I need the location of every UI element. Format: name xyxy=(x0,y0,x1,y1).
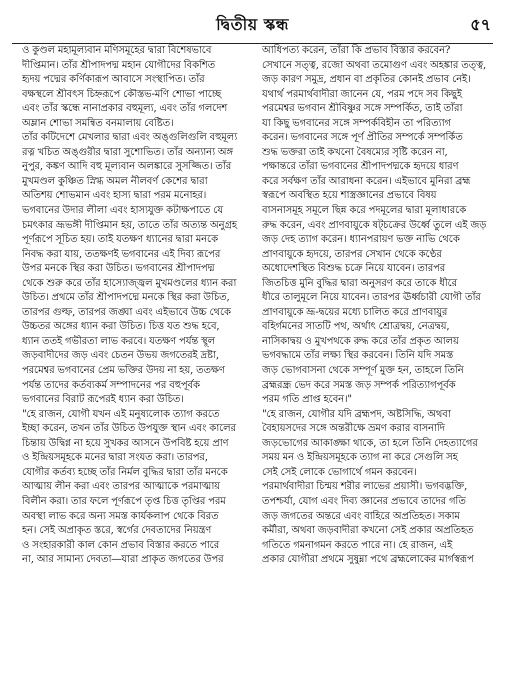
text-line: জিতচিত্ত মুনি বুদ্ধির দ্বারা অনুসরণ করে তাকে ধীরে xyxy=(262,277,458,289)
text-line: পূর্ণরূপে সূচিত হয়। তাই যতক্ষণ ধ্যানের দ্বারা মনকে xyxy=(22,234,218,246)
text-line: উচ্চতর অঙ্গের ধ্যান করা উচিত। চিত্ত যত শুদ্ধ হবে, xyxy=(22,321,220,333)
text-line: জড় ভোগবাসনা থেকে সম্পূর্ণ মুক্ত হন, তাহলে তিনি xyxy=(262,365,464,377)
text-line: এবং তাঁর স্কন্ধে নানাপ্রকার বহুমূল্য, এবং তাঁর গলদেশ xyxy=(22,103,228,115)
text-line: বাসনাসমূহ সমূলে ছিন্ন করে পদমূলের দ্বারা মূলাধারকে xyxy=(262,205,467,217)
text-line: জড় দেহ ত্যাগ করেন। ধ্যানপরায়ণ ভক্ত নাভি থেকে xyxy=(262,234,460,246)
text-line: বৈহায়সদের সঙ্গে অন্তরীক্ষে ভ্রমণ করার বাসনাদি xyxy=(262,423,445,435)
text-line: ধ্যান ততই গভীরতা লাভ করবে। যতক্ষণ পর্যন্ত স্থূল xyxy=(22,335,215,347)
text-line: থেকে শুরু করে তাঁর হাস্যোজ্জ্বল মুখমণ্ডলের ধ্যান করা xyxy=(22,277,237,289)
text-line: উচিত। প্রথমে তাঁর শ্রীপাদপদ্মে মনকে স্থির করা উচিত, xyxy=(22,292,230,304)
text-line: বক্ষস্থলে শ্রীবৎস চিহ্নরূপে কৌস্তভ-মণি শোভা পাচ্ছে xyxy=(22,88,222,100)
text-line: মুখমণ্ডল কুঞ্চিত স্নিগ্ধ অমল নীলবর্ণ কেশের দ্বারা xyxy=(22,175,208,187)
text-line: অধোদেশস্থিত বিশুদ্ধ চক্রে নিয়ে যাবেন। তারপর xyxy=(262,263,446,275)
text-line: তপশ্চর্যা, যোগ এবং দিব্য জ্ঞানের প্রভাবে তাদের গতি xyxy=(262,495,466,507)
text-line: নিবদ্ধ করা যায়, ততক্ষণই ভগবানের এই দিব্য রূপের xyxy=(22,248,221,260)
text-line: পরমেশ্বর ভগবান শ্রীবিষ্ণুর সঙ্গে সম্পর্কিত, তাই তাঁরা xyxy=(262,103,463,115)
text-line: জড়বাদীদের জড় এবং চেতন উভয় জগতেরই দ্রষ্টা, xyxy=(22,350,219,362)
text-line: চিন্তায় উদ্বিগ্ন না হয়ে সুখকর আসনে উপবিষ্ট হয়ে প্রাণ xyxy=(22,437,229,449)
text-line: প্রকার যোগীরা প্রথমে সুষুম্না পথে ব্রহ্মলোকের মার্গস্বরূপ xyxy=(262,554,474,566)
text-line: হৃদয় পদ্মের কর্ণিকারূপ আবাসে সংস্থাপিত। তাঁর xyxy=(22,74,205,86)
text-line: আধিপত্য করেন, তাঁরা কি প্রভাব বিস্তার করবেন? xyxy=(262,45,451,56)
text-line: "হে রাজন, যোগী যখন এই মনুষ্যলোক ত্যাগ করতে xyxy=(22,408,220,420)
right-text-column xyxy=(262,44,490,684)
text-line: ও কুণ্ডল মহামূল্যবান মণিসমূহের দ্বারা বিশেষভাবে xyxy=(22,45,212,56)
text-line: হন। সেই অপ্রাকৃত স্তরে, স্বর্গের দেবতাদের নিয়ন্ত্রণ xyxy=(22,525,212,537)
text-line: পরমেশ্বর ভগবানের প্রেম ভক্তির উদয় না হয়, ততক্ষণ xyxy=(22,365,225,377)
page-header xyxy=(0,10,505,36)
text-line: গতিতে গমনাগমন করতে পারে না। হে রাজন, এই xyxy=(262,539,453,551)
text-line: চমৎকার ভ্রূভঙ্গী দীপ্তিমান হয়, তাতে তাঁর অত্যন্ত অনুগ্রহ xyxy=(22,219,237,231)
text-line: অবস্থা লাভ করে অন্য সমস্ত কার্যকলাপ থেকে বিরত xyxy=(22,510,219,522)
text-line: সেখানে সত্ত্ব, রজো অথবা তমোগুণ এবং অহঙ্কার তত্ত্ব, xyxy=(262,59,486,71)
text-line: যোগীর কর্তব্য হচ্ছে তাঁর নির্মল বুদ্ধির দ্বারা তাঁর মনকে xyxy=(22,466,228,478)
text-line: করেন। ভগবানের সঙ্গে পূর্ণ প্রীতির সম্পর্কে সম্পর্কিত xyxy=(262,132,463,144)
text-line: সময় মন ও ইন্দ্রিয়সমূহকে ত্যাগ না করে সেগুলি সহ xyxy=(262,452,458,464)
text-line: "হে রাজন, যোগীর যদি ব্রহ্মপদ, অষ্টসিদ্ধি, অথবা xyxy=(262,408,451,420)
text-line: ও ইন্দ্রিয়সমূহকে মনের দ্বারা সংযত করা। তারপর, xyxy=(22,452,208,464)
text-line: শুদ্ধ ভক্তরা তাই কখনো বৈষম্যের সৃষ্টি করেন না, xyxy=(262,146,448,158)
text-line: ভগবানের বিরাট রূপেরই ধ্যান করা উচিত। xyxy=(22,394,184,406)
text-line: না, আর সামান্য দেবতা—যারা প্রাকৃত জগতের উপর xyxy=(22,554,224,566)
text-line: তারপর গুল্ফ, তারপর জঙ্ঘা এবং এইভাবে উচ্চ থেকে xyxy=(22,306,231,318)
text-line: ইচ্ছা করেন, তখন তাঁর উচিত উপযুক্ত স্থান এবং কালের xyxy=(22,423,236,435)
text-line: জড়ভোগের আকাঙ্ক্ষা থাকে, তা হলে তিনি দেহত্যাগের xyxy=(262,437,478,449)
text-line: দীপ্তিমান। তাঁর শ্রীপাদপদ্ম মহান যোগীদের বিকশিত xyxy=(22,59,216,71)
text-line: পরমার্থবাদীরা চিন্ময় শরীর লাভের প্রয়াসী। ভগবদ্ভক্তি, xyxy=(262,481,468,493)
text-line: সেই সেই লোকে ভোগার্থে গমন করবেন। xyxy=(262,466,417,478)
text-line: যা কিছু ভগবানের সঙ্গে সম্পর্কবিহীন তা পরিত্যাগ xyxy=(262,117,451,129)
text-line: ভগবানের উদার লীলা এবং হাস্যযুক্ত কটাক্ষপাতে যে xyxy=(22,205,224,217)
text-line: কর্মীরা, অথবা জড়বাদীরা কখনো সেই প্রকার অপ্রতিহত xyxy=(262,525,474,537)
left-text-column xyxy=(22,44,250,684)
text-line: স্বরূপে অবস্থিত হয়ে শাস্ত্রজ্ঞানের প্রভাবে বিষয় xyxy=(262,190,437,202)
text-line: রত্ন খচিত অঙ্গুরীর দ্বারা সুশোভিত। তাঁর অন্যান্য অঙ্গ xyxy=(22,146,233,158)
text-line: নুপুর, কঙ্কণ আদি বহু মূল্যবান অলঙ্কারে সুসজ্জিত। তাঁর xyxy=(22,161,232,173)
text-line: বহির্গমনের সাতটি পথ, অর্থাৎ শ্রোত্রদ্বয়, নেত্রদ্বয়, xyxy=(262,321,450,333)
text-line: জড় কারণ সমুদ্র, প্রধান বা প্রকৃতির কোনই প্রভাব নেই। xyxy=(262,74,471,86)
text-line: অম্লান শোভা সমন্বিত বনমালায় বেষ্টিত। xyxy=(22,117,174,129)
text-line: ব্রহ্মরন্ধ্র ভেদ করে সমস্ত জড় সম্পর্ক পরিত্যাগপূর্বক xyxy=(262,379,456,391)
text-line: ধীরে তালুমূলে নিয়ে যাবেন। তারপর ঊর্ধ্বচারী যোগী তাঁর xyxy=(262,292,481,304)
text-line: পর্যন্ত তাদের কর্তব্যকর্ম সম্পাদনের পর বহুপূর্বক xyxy=(22,379,200,391)
text-line: ভগবদ্ধামে তাঁর লক্ষ্য স্থির করবেন। তিনি যদি সমস্ত xyxy=(262,350,454,362)
text-line: উপর মনকে স্থির করা উচিত। ভগবানের শ্রীপাদপদ্ম xyxy=(22,263,215,275)
text-line: নাসিকাদ্বয় ও মুখপথকে রুদ্ধ করে তাঁর প্রকৃত আলয় xyxy=(262,335,459,347)
text-line: পক্ষান্তরে তাঁরা ভগবানের শ্রীপাদপদ্মকে হৃদয়ে ধারণ xyxy=(262,161,459,173)
text-line: জড় জগতের অন্তরে এবং বাহিরে অপ্রতিহত। সকাম xyxy=(262,510,460,522)
text-line: আত্মায় লীন করা এবং তারপর আত্মাকে পরমাত্মায় xyxy=(22,481,220,493)
text-line: তাঁর কটিদেশে মেখলার দ্বারা এবং অঙ্গুলিগুলি বহুমূল্য xyxy=(22,132,238,144)
text-line: ও সংহারকারী কাল কোন প্রভাব বিস্তার করতে পারে xyxy=(22,539,220,551)
text-line: প্রাণবায়ুকে হৃদয়ে, তারপর সেখান থেকে কণ্ঠের xyxy=(262,248,442,260)
text-line: যথার্থ পরমার্থবাদীরা জানেন যে, পরম পদে সব কিছুই xyxy=(262,88,462,100)
running-head-title: দ্বিতীয় স্কন্ধ xyxy=(216,15,289,34)
text-line: বিলীন করা। তার ফলে পূর্ণরূপে তৃপ্ত চিত্ত তৃপ্তির পরম xyxy=(22,495,226,507)
text-line: পরম গতি প্রাপ্ত হবেন।" xyxy=(262,394,352,406)
text-line: প্রাণবায়ুকে ভ্রূ-দ্বয়ের মধ্যে চালিত করে প্রাণবায়ুর xyxy=(262,306,448,318)
text-line: অতিশয় শোভমান এবং হাস্য দ্বারা পরম মনোহর। xyxy=(22,190,207,202)
text-line: করে সর্বক্ষণ তাঁর আরাধনা করেন। এইভাবে মুনিরা ব্রহ্ম xyxy=(262,175,471,187)
text-line: রুদ্ধ করেন, এবং প্রাণবায়ুকে ষট্চক্রের উর্ধ্বে তুলে এই জড় xyxy=(262,219,487,231)
page-number: ৫৭ xyxy=(470,15,491,34)
